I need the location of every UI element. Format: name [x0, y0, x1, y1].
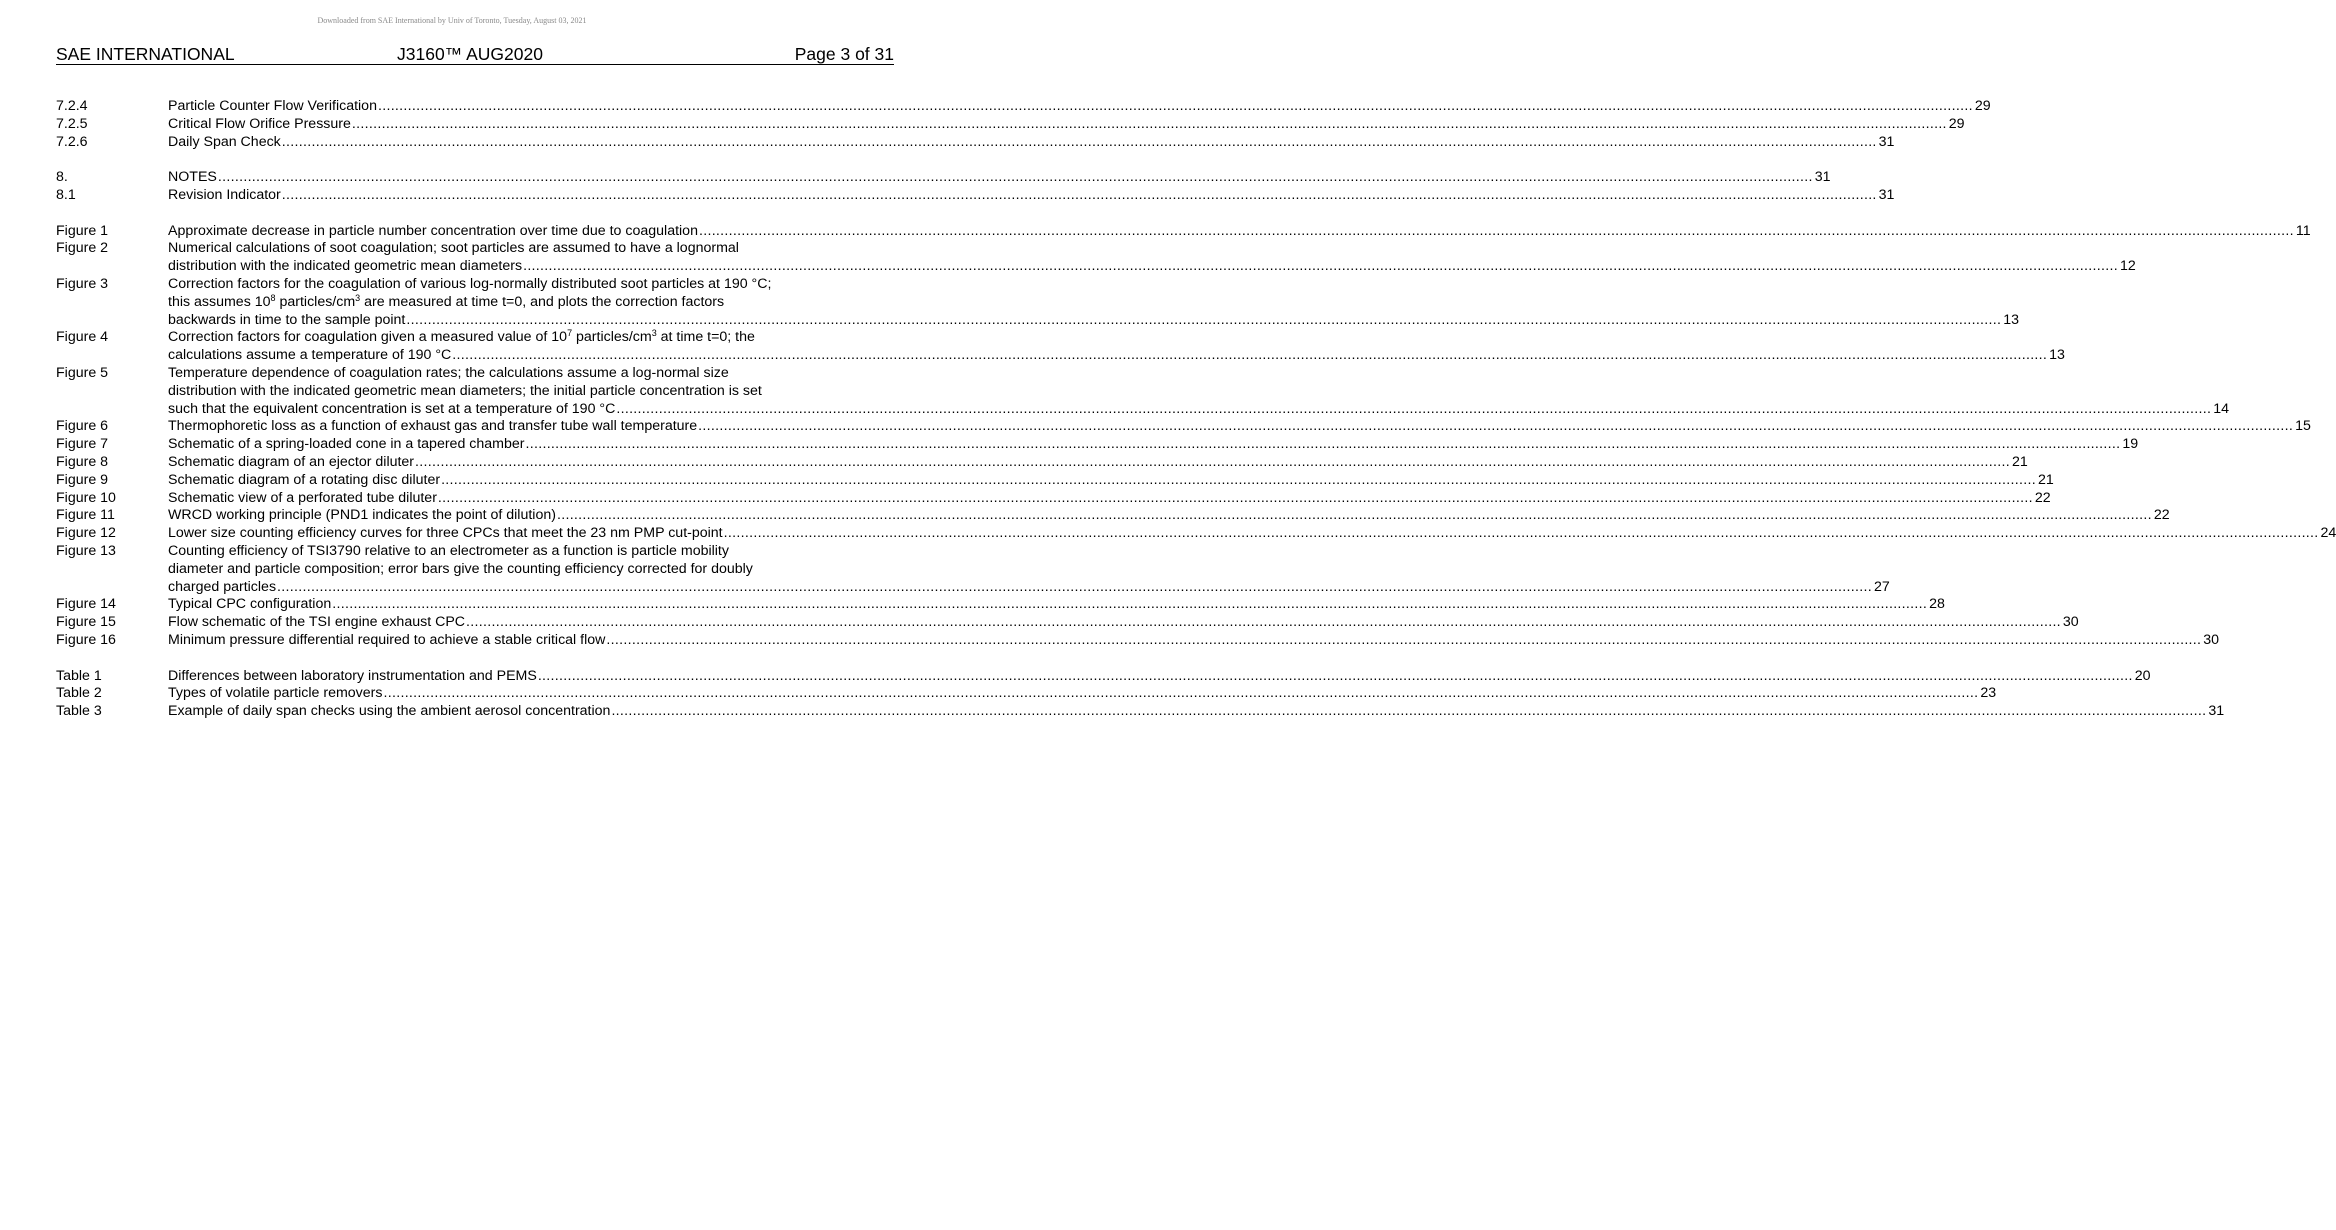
- toc-figure-entry[interactable]: [56, 453, 2028, 472]
- toc-entry-page: 13: [2003, 311, 2020, 328]
- dot-leader: ........................................................................................................................................................................................................................................................................................................................................................................................: [217, 169, 1813, 186]
- toc-entry-title: Example of daily span checks using the ambient aerosol concentration: [168, 703, 611, 720]
- toc-sections-group: [56, 98, 1991, 151]
- toc-figure-entry[interactable]: [56, 542, 1890, 596]
- toc-entry-number: Table 2: [56, 685, 102, 702]
- toc-table-entry[interactable]: [56, 685, 1997, 703]
- toc-figure-entry[interactable]: [56, 328, 2065, 365]
- toc-entry-page: 22: [2153, 507, 2170, 524]
- toc-entry-page: 29: [1974, 98, 1991, 114]
- toc-entry[interactable]: [56, 98, 1991, 116]
- toc-entry-title-line: Correction factors for coagulation given a measured value of $10^7$ particles/$cm^3$ at time t=0; the: [168, 328, 755, 346]
- toc-table-entry[interactable]: [56, 703, 2225, 721]
- toc-entry-number: Figure 7: [56, 436, 109, 453]
- toc-entry-page: 29: [1948, 115, 1965, 132]
- dot-leader: ........................................................................................................................................................................................................................................................................................................................................................................................: [281, 133, 1877, 150]
- dot-leader: ........................................................................................................................................................................................................................................................................................................................................................................................: [611, 703, 2207, 720]
- dot-leader: ........................................................................................................................................................................................................................................................................................................................................................................................: [466, 614, 2061, 631]
- dot-leader: ........................................................................................................................................................................................................................................................................................................................................................................................: [281, 186, 1877, 203]
- toc-entry-page: 20: [2134, 667, 2151, 684]
- toc-entry[interactable]: [56, 115, 1965, 134]
- toc-entry-number: 8.1: [56, 186, 76, 203]
- toc-tables-group: [56, 667, 2225, 721]
- toc-entry-title: WRCD working principle (PND1 indicates the point of dilution): [168, 507, 556, 524]
- toc-entry-title: Minimum pressure differential required to achieve a stable critical flow: [168, 631, 606, 648]
- dot-leader: ........................................................................................................................................................................................................................................................................................................................................................................................: [556, 507, 2152, 524]
- toc-entry-number: Figure 9: [56, 471, 109, 488]
- toc-entry-title: Schematic diagram of an ejector diluter: [168, 453, 415, 470]
- toc-entry-number: Figure 5: [56, 364, 109, 381]
- toc-entry-page: 11: [2295, 222, 2311, 239]
- toc-entry-title: Differences between laboratory instrumentation and PEMS: [168, 667, 537, 684]
- toc-entry-title-line: distribution with the indicated geometric mean diameters; the initial particle concentration is set: [168, 382, 762, 399]
- dot-leader: ........................................................................................................................................................................................................................................................................................................................................................................................: [437, 489, 2033, 506]
- toc-entry-page: 30: [2062, 614, 2079, 631]
- toc-table-entry[interactable]: [56, 667, 2151, 686]
- toc-entry-number: Figure 6: [56, 418, 109, 435]
- toc-entry-title: Daily Span Check: [168, 133, 281, 150]
- toc-entry-number: 7.2.5: [56, 115, 88, 132]
- toc-figure-entry[interactable]: [56, 489, 2051, 508]
- toc-entry-page: 24: [2320, 525, 2336, 542]
- toc-entry-number: Figure 2: [56, 240, 109, 257]
- toc-entry-title: Critical Flow Orifice Pressure: [168, 115, 351, 132]
- toc-entry-page: 31: [1814, 169, 1831, 186]
- toc-entry-title-line: calculations assume a temperature of 190 °C: [168, 347, 452, 364]
- header-doc-id: J3160™ AUG2020: [397, 44, 543, 64]
- toc-entry-number: Figure 11: [56, 507, 115, 524]
- toc-entry-page: 28: [1929, 596, 1945, 613]
- toc-entry-page: 31: [1878, 186, 1895, 203]
- dot-leader: ........................................................................................................................................................................................................................................................................................................................................................................................: [441, 471, 2036, 488]
- toc-figure-entry[interactable]: [56, 364, 2230, 418]
- toc-entry-title-line: backwards in time to the sample point: [168, 311, 406, 328]
- toc-entry-title: Particle Counter Flow Verification: [168, 98, 377, 114]
- toc-figure-entry[interactable]: [56, 240, 2136, 276]
- toc-entry-title-line: diameter and particle composition; error bars give the counting efficiency corrected for doubly: [168, 560, 753, 577]
- dot-leader: ........................................................................................................................................................................................................................................................................................................................................................................................: [537, 667, 2133, 684]
- dot-leader: ........................................................................................................................................................................................................................................................................................................................................................................................: [523, 258, 2118, 275]
- toc-entry-number: Figure 8: [56, 453, 109, 470]
- toc-figure-entry[interactable]: [56, 418, 2311, 436]
- dot-leader: ........................................................................................................................................................................................................................................................................................................................................................................................: [351, 115, 1947, 132]
- toc-entry-title: Schematic of a spring-loaded cone in a tapered chamber: [168, 436, 525, 453]
- dot-leader: ........................................................................................................................................................................................................................................................................................................................................................................................: [406, 311, 2002, 328]
- toc-entry-title: Flow schematic of the TSI engine exhaust CPC: [168, 614, 466, 631]
- toc-entry-page: 21: [2011, 453, 2028, 470]
- toc-entry-title: Lower size counting efficiency curves for three CPCs that meet the 23 nm PMP cut-point: [168, 525, 723, 542]
- toc-entry-number: Figure 12: [56, 525, 116, 542]
- toc-figure-entry[interactable]: [56, 525, 2336, 543]
- toc-entry-number: Figure 3: [56, 275, 109, 292]
- toc-entry-title-line: charged particles: [168, 578, 277, 595]
- toc-entry-page: 21: [2037, 471, 2054, 488]
- toc-entry-title-line: Correction factors for the coagulation of various log-normally distributed soot particles at 190 °C;: [168, 275, 772, 292]
- toc-entry-page: 31: [1878, 133, 1895, 150]
- dot-leader: ........................................................................................................................................................................................................................................................................................................................................................................................: [723, 525, 2319, 542]
- toc-entry-page: 19: [2122, 436, 2139, 453]
- dot-leader: ........................................................................................................................................................................................................................................................................................................................................................................................: [383, 685, 1979, 702]
- dot-leader: ........................................................................................................................................................................................................................................................................................................................................................................................: [616, 400, 2212, 417]
- toc-entry-title: Thermophoretic loss as a function of exhaust gas and transfer tube wall temperature: [168, 418, 698, 435]
- toc-entry-page: 23: [1980, 685, 1997, 702]
- dot-leader: ........................................................................................................................................................................................................................................................................................................................................................................................: [698, 222, 2294, 239]
- dot-leader: ........................................................................................................................................................................................................................................................................................................................................................................................: [415, 453, 2010, 470]
- toc-figures-group: [56, 222, 2336, 650]
- toc-figure-entry[interactable]: [56, 507, 2170, 525]
- dot-leader: ........................................................................................................................................................................................................................................................................................................................................................................................: [277, 578, 1872, 595]
- toc-entry-title-line: such that the equivalent concentration is set at a temperature of 190 °C: [168, 400, 616, 417]
- toc-entry-title-line: this assumes $10^8$ particles/$cm^3$ are measured at time t=0, and plots the correction factors: [168, 292, 725, 310]
- toc-entry-page: 31: [2208, 703, 2225, 720]
- toc-figure-entry[interactable]: [56, 275, 2020, 329]
- toc-figure-entry[interactable]: [56, 614, 2079, 632]
- toc-entry-number: Table 3: [56, 703, 102, 720]
- table-of-contents: [56, 98, 2336, 739]
- dot-leader: ........................................................................................................................................................................................................................................................................................................................................................................................: [525, 436, 2121, 453]
- dot-leader: ........................................................................................................................................................................................................................................................................................................................................................................................: [452, 347, 2048, 364]
- toc-entry-number: Table 1: [56, 667, 102, 684]
- toc-entry-page: 12: [2119, 258, 2136, 275]
- page-header: [56, 44, 894, 65]
- toc-entry-title-line: Temperature dependence of coagulation rates; the calculations assume a log-normal size: [168, 364, 729, 381]
- toc-entry-page: 14: [2213, 400, 2230, 417]
- header-page-number: Page 3 of 31: [794, 44, 894, 64]
- toc-figure-entry[interactable]: [56, 596, 1945, 614]
- download-watermark: Downloaded from SAE International by Univ of Toronto, Tuesday, August 03, 2021: [317, 16, 587, 25]
- toc-figure-entry[interactable]: [56, 436, 2139, 454]
- toc-entry-number: Figure 13: [56, 542, 116, 559]
- toc-entry-title: Revision Indicator: [168, 186, 281, 203]
- toc-entry[interactable]: [56, 169, 1831, 187]
- toc-entry-title: Approximate decrease in particle number concentration over time due to coagulation: [168, 222, 698, 239]
- toc-entry-page: 27: [1873, 578, 1890, 595]
- toc-entry-number: 8.: [56, 169, 68, 186]
- toc-entry-number: Figure 16: [56, 631, 116, 648]
- toc-entry-title: Schematic view of a perforated tube diluter: [168, 489, 437, 506]
- header-org: SAE INTERNATIONAL: [56, 44, 235, 64]
- toc-entry[interactable]: [56, 186, 1895, 205]
- dot-leader: ........................................................................................................................................................................................................................................................................................................................................................................................: [698, 418, 2294, 435]
- toc-entry-number: 7.2.6: [56, 133, 88, 150]
- toc-entry-page: 30: [2203, 631, 2220, 648]
- toc-figure-entry[interactable]: [56, 471, 2054, 490]
- toc-entry-title-line: Numerical calculations of soot coagulation; soot particles are assumed to have a lognormal: [168, 240, 739, 257]
- toc-entry-number: Figure 1: [56, 222, 109, 239]
- toc-entry-title: Schematic diagram of a rotating disc diluter: [168, 471, 441, 488]
- toc-entry-number: Figure 10: [56, 489, 116, 506]
- toc-entry-title-line: Counting efficiency of TSI3790 relative to an electrometer as a function is particle mobility: [168, 542, 729, 559]
- toc-entry-number: Figure 4: [56, 329, 109, 346]
- toc-figure-entry[interactable]: [56, 631, 2220, 650]
- dot-leader: ........................................................................................................................................................................................................................................................................................................................................................................................: [332, 596, 1928, 613]
- toc-entry-number: 7.2.4: [56, 98, 88, 114]
- toc-entry-title: Typical CPC configuration: [168, 596, 332, 613]
- toc-entry-page: 13: [2049, 347, 2065, 364]
- toc-entry-number: Figure 14: [56, 596, 116, 613]
- toc-figure-entry[interactable]: [56, 222, 2311, 241]
- toc-entry-title: NOTES: [168, 169, 217, 186]
- dot-leader: ........................................................................................................................................................................................................................................................................................................................................................................................: [606, 631, 2202, 648]
- toc-entry-page: 15: [2295, 418, 2311, 435]
- toc-entry-number: Figure 15: [56, 614, 116, 631]
- toc-notes-group: [56, 169, 1895, 205]
- toc-entry-title: Types of volatile particle removers: [168, 685, 383, 702]
- toc-entry[interactable]: [56, 133, 1895, 152]
- toc-entry-title-line: distribution with the indicated geometric mean diameters: [168, 258, 523, 275]
- toc-entry-page: 22: [2034, 489, 2051, 506]
- dot-leader: ........................................................................................................................................................................................................................................................................................................................................................................................: [377, 98, 1973, 114]
